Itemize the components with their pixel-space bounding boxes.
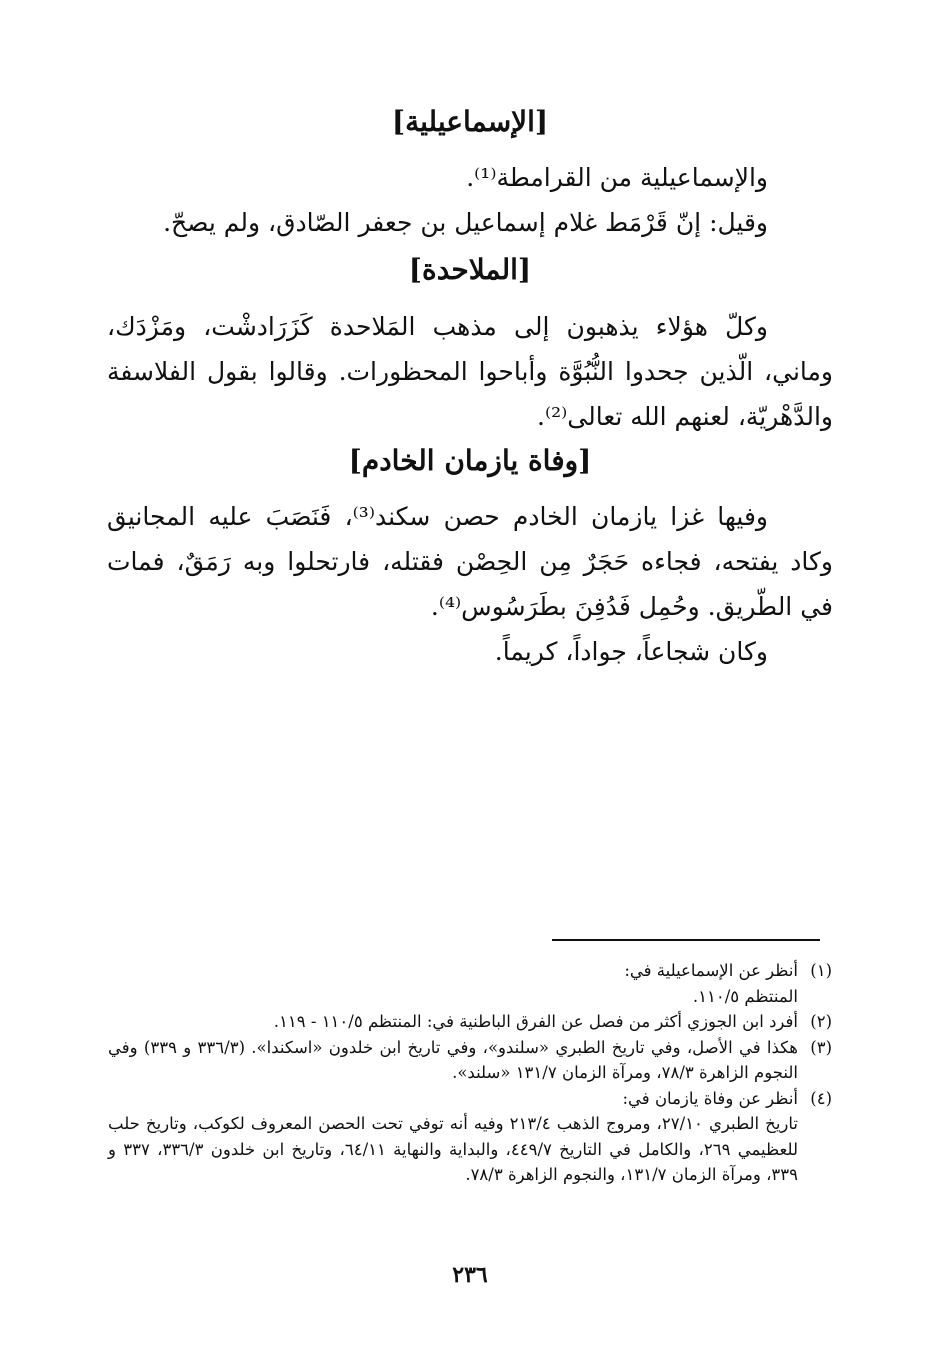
footnote-3 (108, 1035, 832, 1086)
section-yazman-body (107, 494, 833, 674)
heading-malahida: [الملاحدة] (408, 253, 532, 286)
heading-ismailiyya: [الإسماعيلية] (391, 105, 549, 138)
footnote-2 (108, 1009, 832, 1035)
footnote-body (108, 1009, 798, 1035)
section-ismailiyya-body (107, 155, 833, 245)
heading-yazman-death: [وفاة يازمان الخادم] (348, 444, 592, 477)
footnote-line: هكذا في الأصل، وفي تاريخ الطبري «سلندو»، وفي تاريخ ابن خلدون «اسكندا». (٣٣٦/٣ و ٣٣٩) وفي النجوم الزاهرة ٧٨/٣، ومرآة الزمان ١٣١/٧ «سلند». (108, 1037, 798, 1082)
footnote-line: أنظر عن وفاة يازمان في: (622, 1088, 798, 1108)
footnote-1 (108, 958, 832, 1009)
footnote-number: (٢) (810, 1012, 832, 1031)
paragraph: والإسماعيلية من القرامطة⁽¹⁾. (466, 163, 768, 192)
page-number: ٢٣٦ (452, 1262, 488, 1288)
footnote-line: المنتظم ١١٠/٥. (692, 986, 798, 1006)
footnote-body (108, 1035, 798, 1086)
paragraph: وكلّ هؤلاء يذهبون إلى مذهب المَلاحدة كَزَرَادشْت، ومَزْدَك، وماني، الّذين جحدوا النُّبُوَّة وأباحوا المحظورات. وقالوا بقول الفلاسفة والدَّهْريّة، لعنهم الله تعالى⁽²⁾. (107, 312, 833, 431)
footnote-number: (٣) (810, 1037, 832, 1057)
footnote-number: (٤) (810, 1088, 832, 1108)
footnote-separator (552, 939, 820, 941)
paragraph: وقيل: إنّ قَرْمَط غلام إسماعيل بن جعفر الصّادق، ولم يصحّ. (163, 208, 768, 237)
footnote-line: أنظر عن الإسماعيلية في: (624, 961, 798, 980)
footnote-line: تاريخ الطبري ٢٧/١٠، ومروج الذهب ٢١٣/٤ وفيه أنه توفي تحت الحصن المعروف لكوكب، وتاريخ حلب للعظيمي ٢٦٩، والكامل في التاريخ ٤٤٩/٧، والبداية والنهاية ٦٤/١١، وتاريخ ابن خلدون ٣٣٦/٣، ٣٣٧ و ٣٣٩، ومرآة الزمان ١٣١/٧، والنجوم الزاهرة ٧٨/٣. (108, 1114, 798, 1184)
footnote-body (108, 1086, 798, 1188)
footnote-line: أفرد ابن الجوزي أكثر من فصل عن الفرق الباطنية في: المنتظم ١١٠/٥ - ١١٩. (273, 1012, 798, 1031)
paragraph: وفيها غزا يازمان الخادم حصن سكند⁽³⁾، فَنَصَبَ عليه المجانيق وكاد يفتحه، فجاءه حَجَرٌ مِن الحِصْن فقتله، فارتحلوا وبه رَمَقٌ، فمات في الطّريق. وحُمِل فَدُفِنَ بطَرَسُوس⁽⁴⁾. (107, 502, 833, 621)
footnote-4 (108, 1086, 832, 1188)
paragraph: وكان شجاعاً، جواداً، كريماً. (494, 637, 768, 666)
footnote-body (108, 958, 798, 1009)
footnotes (108, 958, 832, 1188)
footnote-number: (١) (810, 961, 832, 980)
section-malahida-body (107, 304, 833, 439)
